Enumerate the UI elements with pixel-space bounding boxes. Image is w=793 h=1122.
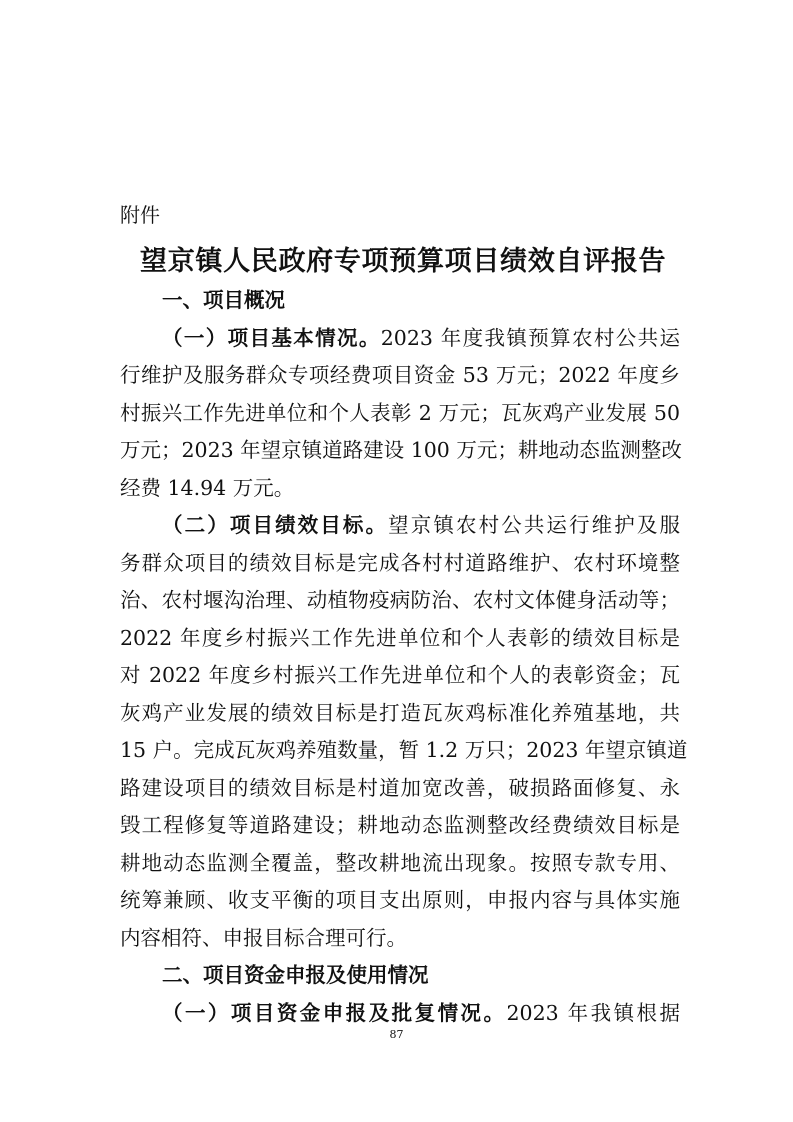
paragraph-line (120, 920, 680, 958)
paragraph-text: 经费 14.94 万元。 (120, 475, 295, 500)
paragraph-text: 内容相符、申报目标合理可行。 (120, 925, 407, 950)
paragraph-line (120, 470, 680, 508)
paragraph-line (120, 770, 680, 808)
paragraph-line (120, 432, 680, 470)
paragraph-line (120, 657, 680, 695)
paragraph-text: 望京镇农村公共运行维护及服 (388, 513, 681, 537)
paragraph-line (120, 732, 688, 770)
paragraph-text: 灰鸡产业发展的绩效目标是打造瓦灰鸡标准化养殖基地，共 (120, 700, 680, 725)
paragraph-line (120, 807, 680, 845)
paragraph-text: 对 2022 年度乡村振兴工作先进单位和个人的表彰资金；瓦 (120, 663, 680, 687)
section-heading: 一、项目概况 (162, 288, 285, 312)
paragraph-text: 万元；2023 年望京镇道路建设 100 万元；耕地动态监测整改 (120, 438, 682, 462)
paragraph-text: 务群众项目的绩效目标是完成各村村道路维护、农村环境整 (120, 550, 680, 575)
paragraph-text: 2022 年度乡村振兴工作先进单位和个人表彰的绩效目标是 (120, 625, 680, 650)
attachment-label: 附件 (120, 203, 160, 227)
paragraph-text: 行维护及服务群众专项经费项目资金 53 万元；2022 年度乡 (120, 363, 680, 387)
paragraph-text: 毁工程修复等道路建设；耕地动态监测整改经费绩效目标是 (120, 813, 680, 837)
paragraph-text: 耕地动态监测全覆盖，整改耕地流出现象。按照专款专用、 (120, 850, 680, 875)
paragraph-text: 2023 年度我镇预算农村公共运 (380, 325, 681, 350)
document-body (120, 282, 688, 1032)
paragraph-line (120, 545, 680, 583)
paragraph-lead: （一）项目基本情况。 (162, 325, 381, 350)
paragraph-lead: （一）项目资金申报及批复情况。 (162, 1000, 507, 1025)
paragraph-line (120, 395, 680, 433)
paragraph-text: 统筹兼顾、收支平衡的项目支出原则，申报内容与具体实施 (120, 888, 680, 912)
paragraph-lead: （二）项目绩效目标。 (162, 513, 389, 537)
section-heading: 二、项目资金申报及使用情况 (162, 963, 429, 987)
paragraph-text: 2023 年我镇根据 (506, 1000, 680, 1025)
paragraph-line (120, 995, 680, 1033)
paragraph-text: 治、农村堰沟治理、动植物疫病防治、农村文体健身活动等； (120, 588, 680, 612)
paragraph-text: 村振兴工作先进单位和个人表彰 2 万元；瓦灰鸡产业发展 50 (120, 400, 680, 425)
paragraph-line (120, 320, 680, 358)
paragraph-line (120, 695, 680, 733)
paragraph-text: 15 户。完成瓦灰鸡养殖数量，暂 1.2 万只；2023 年望京镇道 (120, 738, 688, 762)
paragraph-line (120, 357, 680, 395)
page-number: 87 (389, 1028, 404, 1041)
paragraph-line (120, 882, 680, 920)
paragraph-line (120, 582, 680, 620)
paragraph-line (120, 845, 680, 883)
paragraph-text: 路建设项目的绩效目标是村道加宽改善，破损路面修复、永 (120, 775, 680, 800)
paragraph-line (120, 507, 680, 545)
paragraph-line (120, 620, 680, 658)
document-title: 望京镇人民政府专项预算项目绩效自评报告 (140, 246, 665, 277)
